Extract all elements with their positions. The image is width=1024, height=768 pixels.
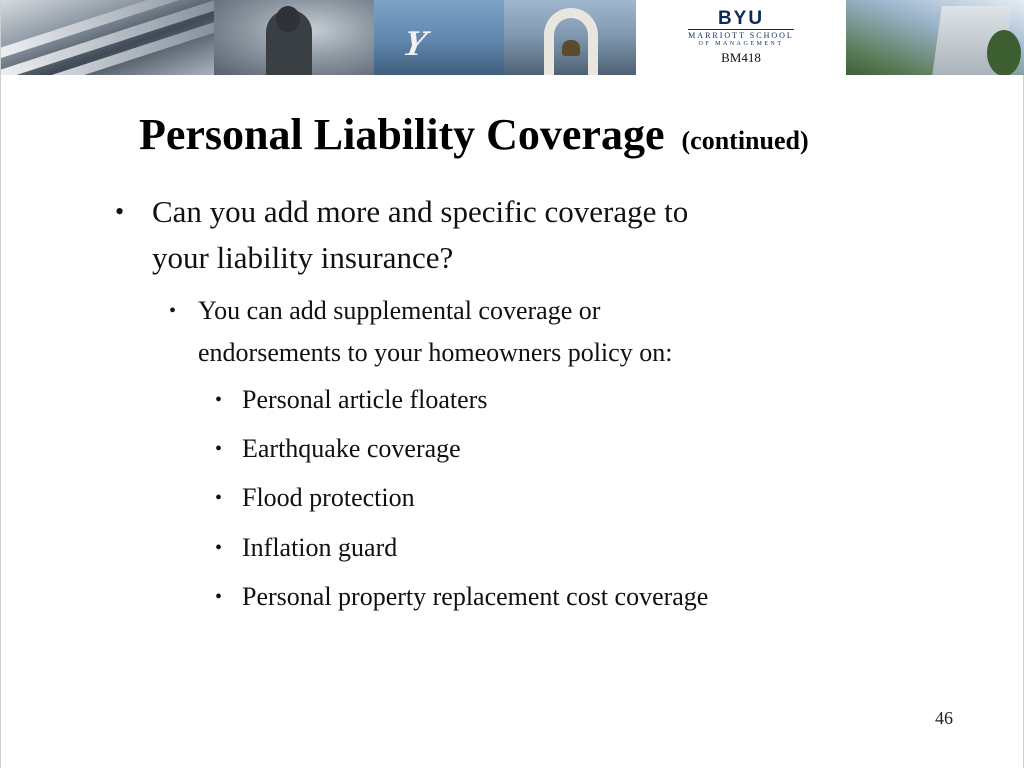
school-subtitle: OF MANAGEMENT [698,41,784,47]
bullet-level3 [215,579,709,615]
banner-photo-bell-arch [504,0,636,75]
slide-title-suffix: (continued) [681,126,809,155]
slide-title [139,108,939,168]
course-code: BM418 [721,50,761,65]
bullet-level1 [115,189,689,235]
bullet-level2 [169,290,601,332]
y-mountain-icon: Y [399,23,431,63]
bullet-text: You can add supplemental coverage or [198,296,601,325]
bullet-icon: • [215,438,223,460]
bullet-text: your liability insurance? [152,240,454,275]
bullet-icon: • [215,389,223,411]
bullet-text: Inflation guard [242,533,398,562]
bullet-level3 [215,480,415,516]
school-name: MARRIOTT SCHOOL [688,31,794,40]
slide-title-main: Personal Liability Coverage [139,110,665,159]
bullet-text: Earthquake coverage [242,434,461,463]
bullet-level3 [215,382,488,418]
bell-icon [562,40,580,56]
bullet-level3 [215,431,461,467]
bullet-text: Personal article floaters [242,385,488,414]
banner-photo-building [1,0,214,75]
bullet-icon: • [115,197,125,226]
bullet-text: Personal property replacement cost coverage [242,582,709,611]
bullet-level2-continuation [198,332,672,374]
bullet-level3 [215,530,398,566]
byu-logo: BYU [717,8,765,29]
bullet-level1-continuation [152,235,453,281]
bullet-icon: • [215,487,223,509]
banner-photo-campus [846,0,1024,75]
bullet-text: Flood protection [242,483,415,512]
bullet-icon: • [215,586,223,608]
bullet-text: Can you add more and specific coverage to [152,194,689,229]
bullet-icon: • [169,300,177,322]
bullet-icon: • [215,537,223,559]
photo-banner [1,0,1024,75]
bullet-text: endorsements to your homeowners policy on: [198,338,673,367]
banner-photo-mountain-y [374,0,504,75]
byu-logo-panel [636,0,846,75]
banner-photo-statue [214,0,374,75]
page-number: 46 [935,708,953,728]
